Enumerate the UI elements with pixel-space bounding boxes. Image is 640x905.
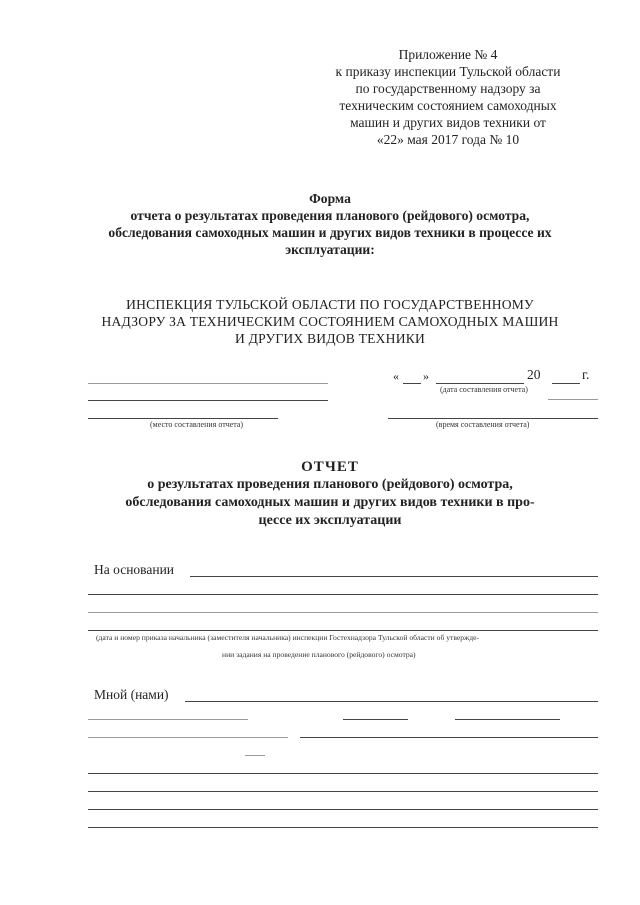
- inspection-line: НАДЗОРУ ЗА ТЕХНИЧЕСКИМ СОСТОЯНИЕМ САМОХОДНЫХ МАШИН: [101, 314, 559, 329]
- day-field[interactable]: [403, 383, 421, 384]
- basis-caption-line: (дата и номер приказа начальника (заместителя начальника) инспекции Гостехнадзора Тульской области об утвержде-: [96, 633, 480, 642]
- performers-field-3b[interactable]: [300, 737, 598, 738]
- date-quote-close: »: [423, 369, 429, 383]
- performers-field-4[interactable]: [245, 755, 265, 756]
- report-title-line: о результатах проведения планового (рейдового) осмотра,: [147, 477, 513, 492]
- appendix-line: машин и других видов техники от: [350, 115, 546, 130]
- performers-field-3a[interactable]: [88, 737, 288, 738]
- year-field[interactable]: [552, 383, 580, 384]
- inspection-line: ИНСПЕКЦИЯ ТУЛЬСКОЙ ОБЛАСТИ ПО ГОСУДАРСТВЕННОМУ: [126, 297, 534, 312]
- year-prefix: 20: [527, 367, 541, 382]
- report-title-line: обследования самоходных машин и других видов техники в про-: [125, 495, 535, 510]
- appendix-line: техническим состоянием самоходных: [339, 98, 557, 113]
- basis-field-1[interactable]: [190, 576, 598, 577]
- place-line-3[interactable]: [88, 418, 278, 419]
- performers-field-6[interactable]: [88, 791, 598, 792]
- appendix-line: Приложение № 4: [398, 47, 498, 62]
- date-extra-line: [548, 399, 598, 400]
- inspection-line: И ДРУГИХ ВИДОВ ТЕХНИКИ: [234, 331, 425, 346]
- basis-field-4[interactable]: [88, 630, 598, 631]
- time-caption: (время составления отчета): [436, 420, 530, 429]
- form-title-line: обследования самоходных машин и других видов техники в процессе их: [108, 225, 552, 240]
- basis-field-3[interactable]: [88, 612, 598, 613]
- performers-field-2a[interactable]: [88, 719, 248, 720]
- form-title-line: отчета о результатах проведения планового (рейдового) осмотра,: [130, 208, 530, 223]
- form-title-line: эксплуатации:: [285, 242, 375, 257]
- place-caption: (место составления отчета): [150, 420, 244, 429]
- performers-field-8[interactable]: [88, 827, 598, 828]
- form-title-line: Форма: [309, 191, 351, 206]
- basis-caption-line: нии задания на проведение планового (рейдового) осмотра): [222, 650, 416, 659]
- appendix-line: к приказу инспекции Тульской области: [335, 64, 561, 79]
- report-title-line: цессе их эксплуатации: [258, 513, 402, 528]
- appendix-header: [308, 46, 588, 148]
- basis-field-2[interactable]: [88, 594, 598, 595]
- performers-label: Мной (нами): [94, 687, 169, 702]
- performers-field-5[interactable]: [88, 773, 598, 774]
- performers-field-2c[interactable]: [455, 719, 560, 720]
- performers-field-2b[interactable]: [343, 719, 408, 720]
- time-field[interactable]: [388, 418, 598, 419]
- appendix-line: «22» мая 2017 года № 10: [376, 132, 520, 147]
- appendix-line: по государственному надзору за: [355, 81, 541, 96]
- date-quote-open: «: [393, 369, 399, 383]
- date-caption: (дата составления отчета): [440, 385, 528, 394]
- inspection-name: [60, 296, 600, 347]
- report-heading: ОТЧЕТ: [301, 459, 359, 475]
- basis-label: На основании: [94, 562, 175, 577]
- report-title: [60, 458, 600, 530]
- performers-field-1[interactable]: [185, 701, 598, 702]
- performers-field-7[interactable]: [88, 809, 598, 810]
- form-title: [60, 190, 600, 258]
- place-line-2[interactable]: [88, 400, 328, 401]
- year-suffix: г.: [582, 367, 590, 382]
- place-line-1[interactable]: [88, 383, 328, 384]
- month-field[interactable]: [436, 383, 524, 384]
